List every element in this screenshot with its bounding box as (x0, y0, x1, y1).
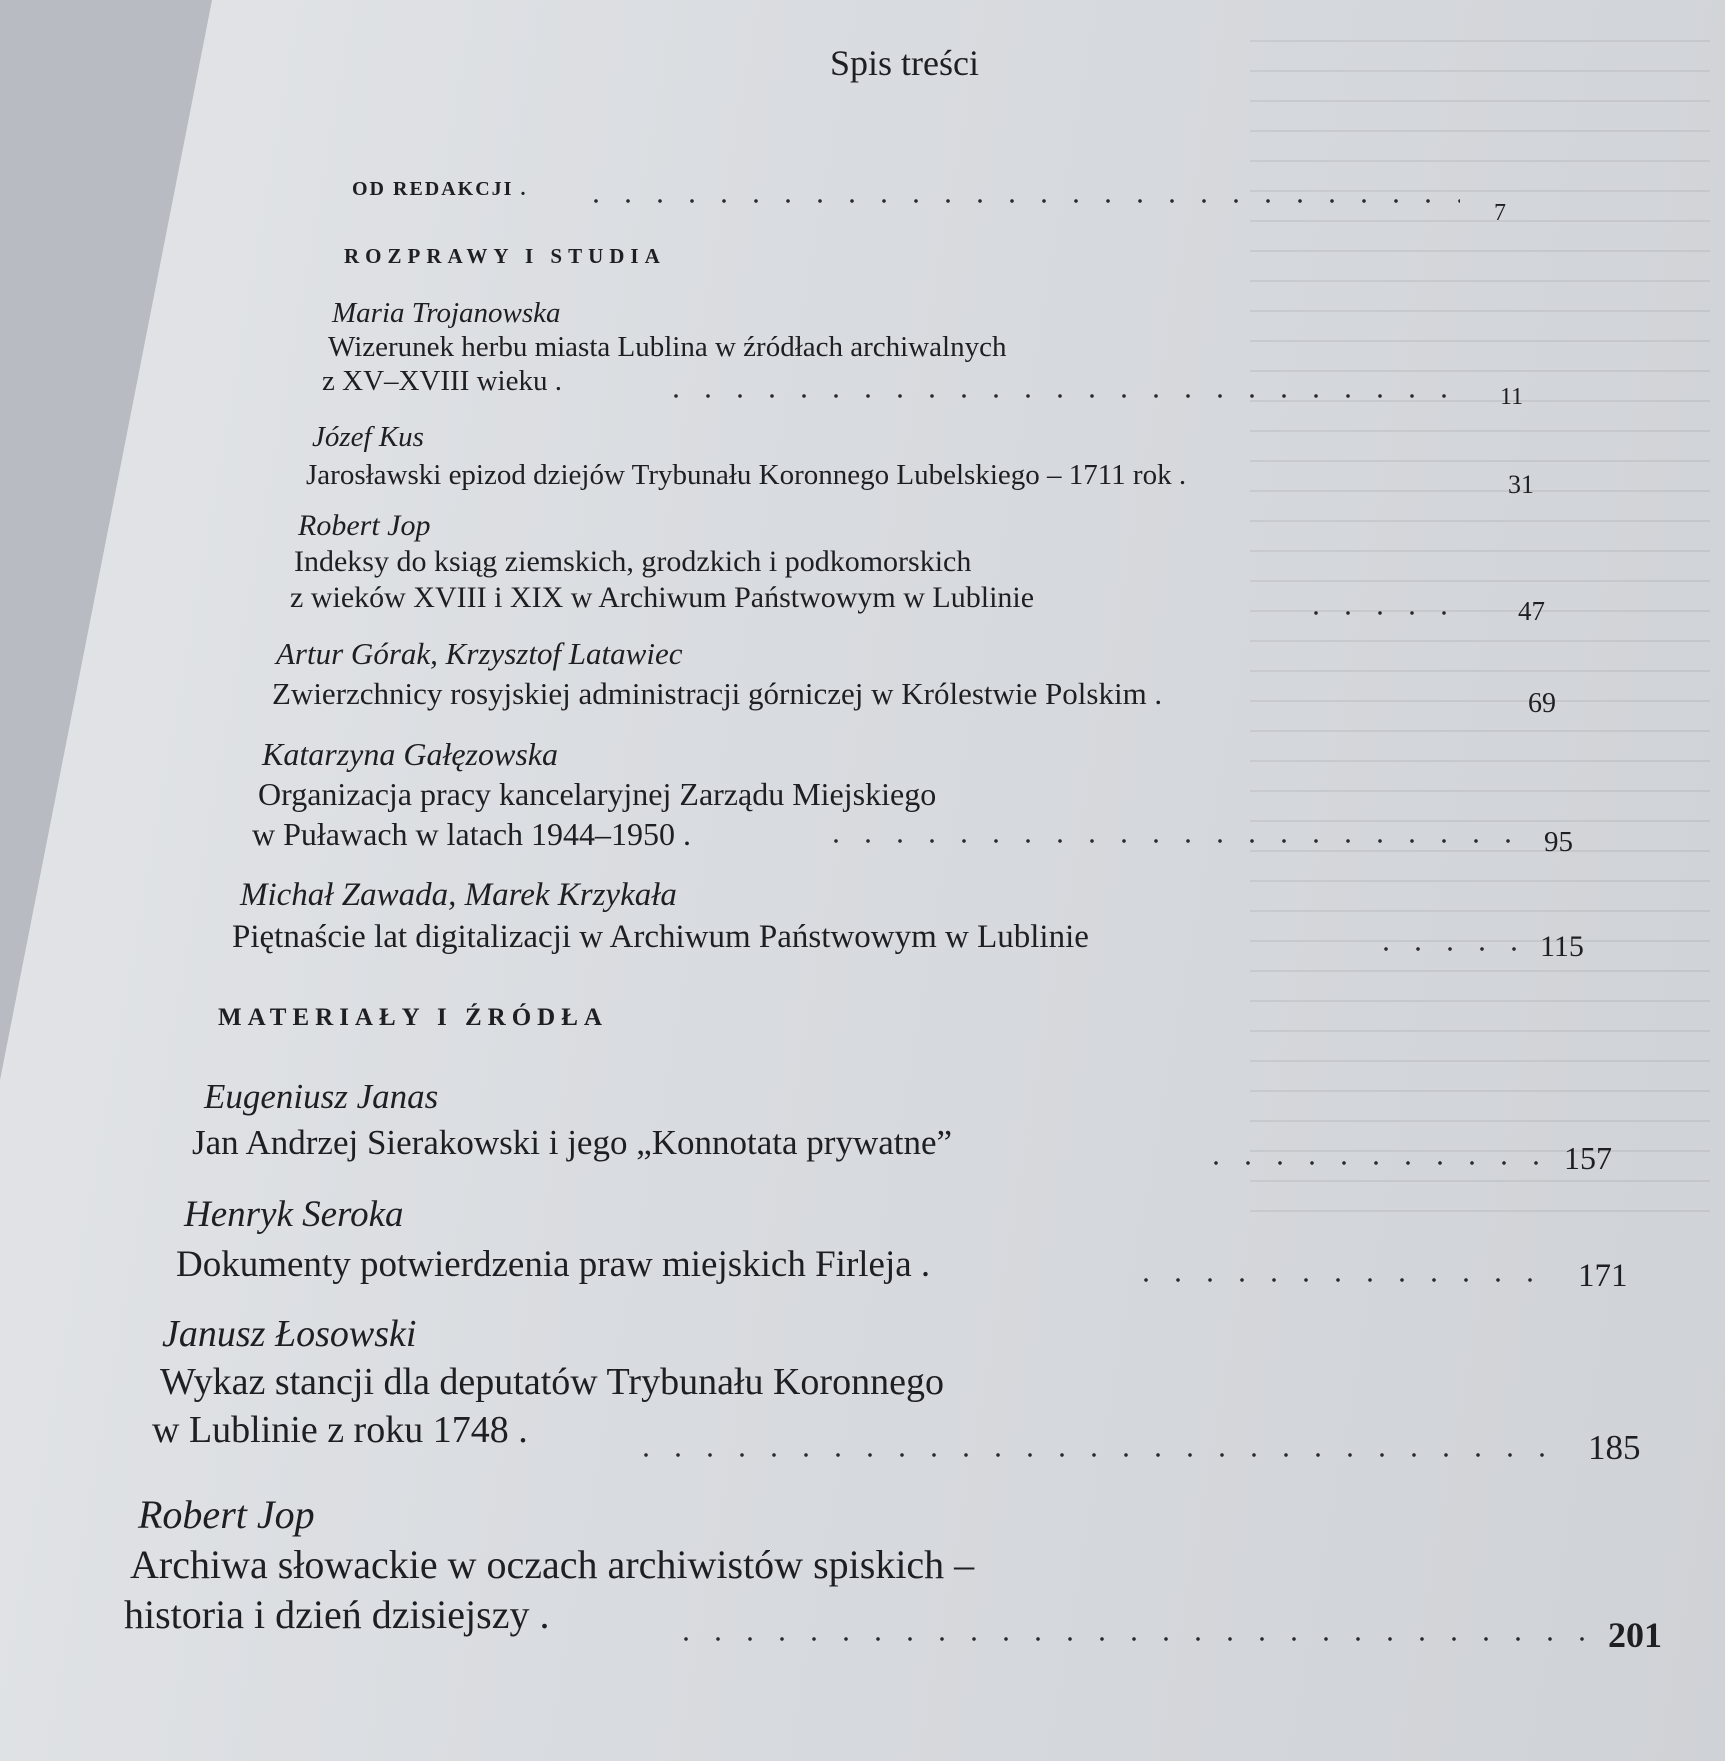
entry-title-line: Organizacja pracy kancelaryjnej Zarządu Miejskiego (258, 776, 937, 812)
entry-title-line: w Lublinie z roku 1748 . (152, 1409, 528, 1451)
entry-author: Katarzyna Gałęzowska (262, 736, 558, 772)
dot-leader (820, 838, 1520, 844)
entry-author: Robert Jop (298, 509, 431, 542)
page-number: 115 (1540, 930, 1584, 963)
section-heading: MATERIAŁY I ŹRÓDŁA (218, 1004, 608, 1031)
toc-entry (322, 296, 1006, 398)
page-number: 31 (1508, 470, 1534, 499)
entry-title-line: z wieków XVIII i XIX w Archiwum Państwowym w Lublinie (290, 581, 1035, 614)
front-matter-label: OD REDAKCJI . (352, 178, 528, 200)
entry-author: Eugeniusz Janas (204, 1077, 439, 1116)
entry-title-line: z XV–XVIII wieku . (322, 365, 562, 397)
entry-title-line: Zwierzchnicy rosyjskiej administracji górniczej w Królestwie Polskim . (272, 676, 1163, 711)
page-number: 171 (1578, 1258, 1628, 1294)
page-number: 7 (1494, 200, 1506, 226)
toc-entry (306, 418, 1186, 494)
page-number: 201 (1608, 1615, 1662, 1655)
dot-leader (1200, 1160, 1540, 1166)
dot-leader (580, 198, 1460, 204)
dot-leader (630, 1452, 1560, 1458)
entry-title-line: Wizerunek herbu miasta Lublina w źródłach archiwalnych (328, 331, 1007, 363)
toc-entry (252, 734, 936, 854)
entry-author: Robert Jop (138, 1492, 315, 1537)
page-number: 47 (1518, 596, 1545, 626)
entry-author: Maria Trojanowska (332, 297, 561, 329)
page-number: 69 (1528, 688, 1556, 719)
page-number: 157 (1564, 1140, 1612, 1176)
toc-entry (290, 508, 1034, 616)
entry-title-line: historia i dzień dzisiejszy . (124, 1592, 550, 1637)
entry-title-line: Dokumenty potwierdzenia praw miejskich Firleja . (176, 1244, 931, 1285)
entry-title-line: Archiwa słowackie w oczach archiwistów spiskich – (130, 1542, 975, 1587)
toc-entry (152, 1310, 944, 1454)
section-heading: ROZPRAWY I STUDIA (344, 244, 666, 268)
toc-entry (232, 874, 1089, 958)
entry-title-line: Jarosławski epizod dziejów Trybunału Koronnego Lubelskiego – 1711 rok . (306, 459, 1187, 491)
dot-leader (1300, 610, 1470, 616)
page-number: 95 (1544, 826, 1573, 858)
entry-title-line: Wykaz stancji dla deputatów Trybunału Koronnego (160, 1361, 944, 1403)
entry-title-line: w Puławach w latach 1944–1950 . (252, 816, 692, 852)
page-title: Spis treści (830, 43, 979, 83)
entry-title-line: Jan Andrzej Sierakowski i jego „Konnotata prywatne” (192, 1123, 953, 1162)
entry-title-line: Piętnaście lat digitalizacji w Archiwum Państwowym w Lublinie (232, 919, 1089, 955)
dot-leader (660, 393, 1460, 399)
toc-entry (176, 1190, 930, 1290)
dot-leader (670, 1636, 1590, 1642)
entry-author: Artur Górak, Krzysztof Latawiec (276, 636, 683, 671)
entry-author: Janusz Łosowski (162, 1313, 417, 1355)
entry-author: Michał Zawada, Marek Krzykała (240, 877, 677, 913)
toc-entry (124, 1490, 974, 1640)
dot-leader (1130, 1277, 1550, 1283)
entry-title-line: Indeksy do ksiąg ziemskich, grodzkich i podkomorskich (294, 545, 972, 578)
dot-leader (1370, 946, 1520, 952)
entry-author: Józef Kus (312, 421, 424, 453)
toc-entry (192, 1074, 952, 1166)
toc-entry (272, 634, 1162, 714)
page-number: 11 (1500, 384, 1524, 410)
page-number: 185 (1588, 1428, 1641, 1467)
entry-author: Henryk Seroka (184, 1194, 404, 1235)
